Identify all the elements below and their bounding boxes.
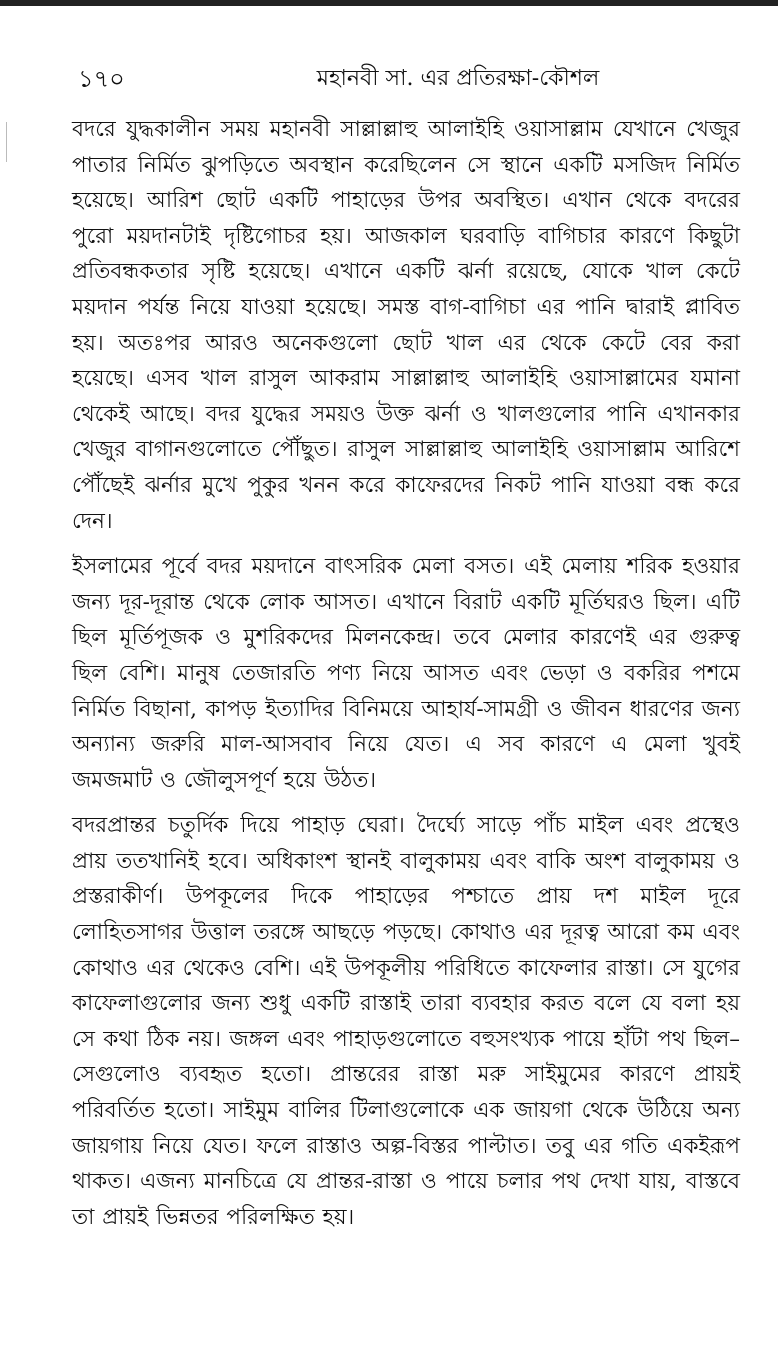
margin-mark (6, 122, 7, 162)
paragraph: ইসলামের পূর্বে বদর ময়দানে বাৎসরিক মেলা বসত। এই মেলায় শরিক হওয়ার জন্য দূর-দূরান্ত থেকে লোক আসত। এখানে বিরাট একটি মূর্তিঘরও ছিল। এটি ছিল মূর্তিপূজক ও মুশরিকদের মিলনকেন্দ্র। তবে মেলার কারণেই এর গুরুত্ব ছিল বেশি। মানুষ তেজারতি পণ্য নিয়ে আসত এবং ভেড়া ও বকরির পশমে নির্মিত বিছানা, কাপড় ইত্যাদির বিনিময়ে আহার্য-সামগ্রী ও জীবন ধারণের জন্য অন্যান্য জরুরি মাল-আসবাব নিয়ে যেত। এ সব কারণে এ মেলা খুবই জমজমাট ও জৌলুসপূর্ণ হয়ে উঠত। (72, 554, 740, 793)
paragraph: বদরপ্রান্তর চতুর্দিক দিয়ে পাহাড় ঘেরা। দৈর্ঘ্যে সাড়ে পাঁচ মাইল এবং প্রস্থেও প্রায় ততখানিই হবে। অধিকাংশ স্থানই বালুকাময় এবং বাকি অংশ বালুকাময় ও প্রস্তরাকীর্ণ। উপকূলের দিকে পাহাড়ের পশ্চাতে প্রায় দশ মাইল দূরে লোহিতসাগর উত্তাল তরঙ্গে আছড়ে পড়ছে। কোথাও এর দূরত্ব আরো কম এবং কোথাও এর থেকেও বেশি। এই উপকূলীয় পরিধিতে কাফেলার রাস্তা। সে যুগের কাফেলাগুলোর জন্য শুধু একটি রাস্তাই তারা ব্যবহার করত বলে যে বলা হয় সে কথা ঠিক নয়। জঙ্গল এবং পাহাড়গুলোতে বহুসংখ্যক পায়ে হাঁটা পথ ছিল– সেগুলোও ব্যবহৃত হতো। প্রান্তরের রাস্তা মরু সাইমুমের কারণে প্রায়ই পরিবর্তিত হতো। সাইমুম বালির টিলাগুলোকে এক জায়গা থেকে উঠিয়ে অন্য জায়গায় নিয়ে যেত। ফলে রাস্তাও অল্প-বিস্তর পাল্টাত। তবু এর গতি একইরূপ থাকত। এজন্য মানচিত্রে যে প্রান্তর-রাস্তা ও পায়ে চলার পথ দেখা যায়, বাস্তবে তা প্রায়ই ভিন্নতর পরিলক্ষিত হয়। (72, 813, 740, 1230)
body-text (72, 112, 740, 1245)
paragraph: বদরে যুদ্ধকালীন সময় মহানবী সাল্লাল্লাহু আলাইহি ওয়াসাল্লাম যেখানে খেজুর পাতার নির্মিত ঝুপড়িতে অবস্থান করেছিলেন সে স্থানে একটি মসজিদ নির্মিত হয়েছে। আরিশ ছোট একটি পাহাড়ের উপর অবস্থিত। এখান থেকে বদরের পুরো ময়দানটাই দৃষ্টিগোচর হয়। আজকাল ঘরবাড়ি বাগিচার কারণে কিছুটা প্রতিবন্ধকতার সৃষ্টি হয়েছে। এখানে একটি ঝর্না রয়েছে, যোকে খাল কেটে ময়দান পর্যন্ত নিয়ে যাওয়া হয়েছে। সমস্ত বাগ-বাগিচা এর পানি দ্বারাই প্লাবিত হয়। অতঃপর আরও অনেকগুলো ছোট খাল এর থেকে কেটে বের করা হয়েছে। এসব খাল রাসুল আকরাম সাল্লাল্লাহু আলাইহি ওয়াসাল্লামের যমানা থেকেই আছে। বদর যুদ্ধের সময়ও উক্ত ঝর্না ও খালগুলোর পানি এখানকার খেজুর বাগানগুলোতে পৌঁছুত। রাসুল সাল্লাল্লাহু আলাইহি ওয়াসাল্লাম আরিশে পৌঁছেই ঝর্নার মুখে পুকুর খনন করে কাফেরদের নিকট পানি যাওয়া বন্ধ করে দেন। (72, 117, 740, 534)
page-number: ১৭০ (78, 65, 125, 93)
top-edge-rule (0, 0, 778, 6)
running-title: মহানবী সা. এর প্রতিরক্ষা-কৌশল (316, 66, 600, 91)
page-header (78, 62, 738, 96)
